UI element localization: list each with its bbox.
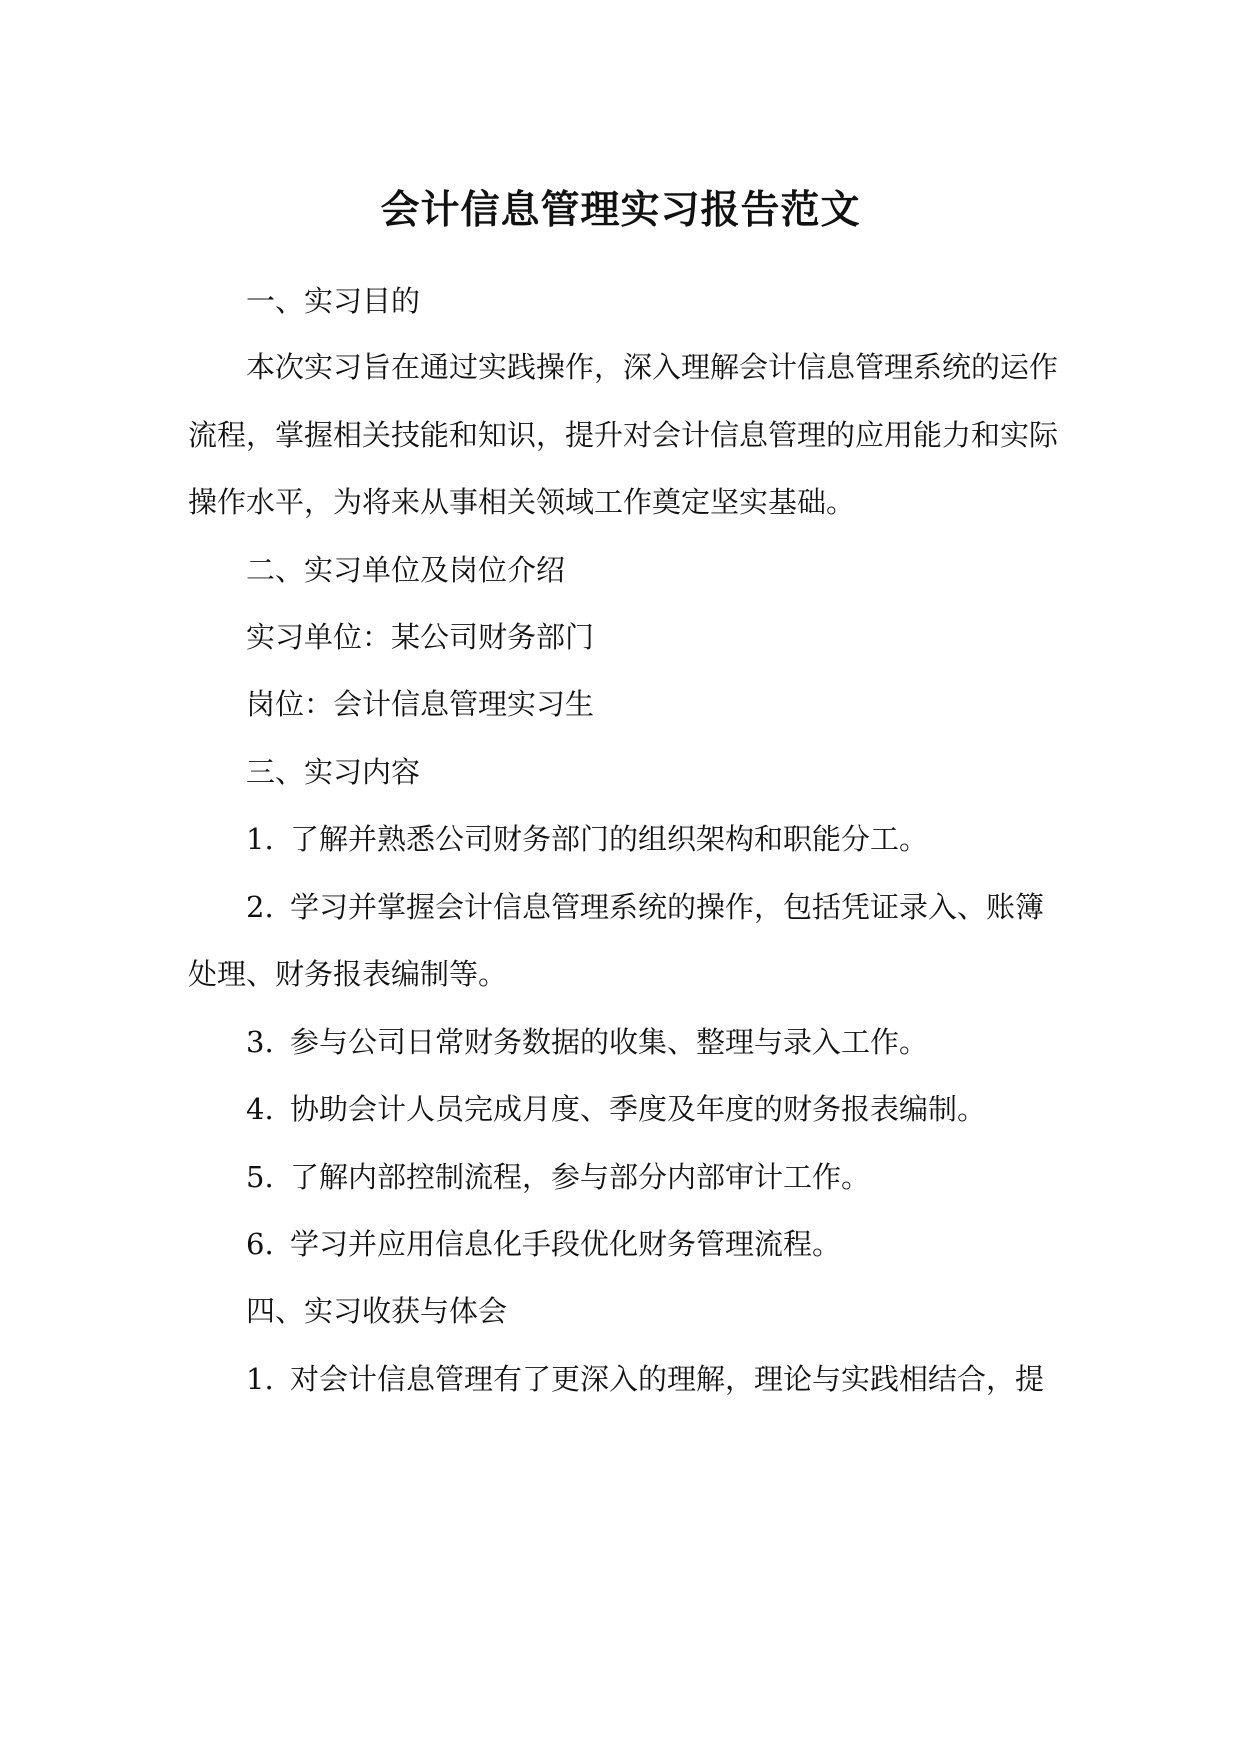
section-heading-gains: 四、实习收获与体会 — [246, 1294, 508, 1328]
list-item-text: 了解并熟悉公司财务部门的组织架构和职能分工。 — [290, 822, 929, 856]
purpose-paragraph-line-3: 操作水平，为将来从事相关领域工作奠定坚实基础。 — [188, 485, 856, 519]
section-heading-purpose: 一、实习目的 — [246, 284, 421, 318]
section-heading-unit: 二、实习单位及岗位介绍 — [246, 553, 566, 587]
document-title: 会计信息管理实习报告范文 — [380, 187, 861, 233]
list-item — [246, 887, 1044, 927]
list-item-number: 1. — [246, 1362, 274, 1396]
internship-unit: 实习单位：某公司财务部门 — [246, 620, 595, 654]
list-item-text: 学习并掌握会计信息管理系统的操作，包括凭证录入、账簿 — [290, 890, 1045, 924]
list-item-number: 3. — [246, 1025, 274, 1059]
list-item — [246, 1359, 1044, 1399]
list-item-continuation: 处理、财务报表编制等。 — [188, 957, 508, 991]
list-item — [246, 1157, 870, 1197]
list-item-number: 4. — [246, 1092, 274, 1126]
list-item-number: 5. — [246, 1160, 274, 1194]
list-item — [246, 1022, 928, 1062]
list-item-text: 对会计信息管理有了更深入的理解，理论与实践相结合，提 — [290, 1362, 1045, 1396]
list-item-text: 学习并应用信息化手段优化财务管理流程。 — [290, 1227, 842, 1261]
list-item-text: 参与公司日常财务数据的收集、整理与录入工作。 — [290, 1025, 929, 1059]
list-item — [246, 1224, 841, 1264]
purpose-paragraph-line-2: 流程，掌握相关技能和知识，提升对会计信息管理的应用能力和实际 — [188, 418, 1059, 452]
list-item — [246, 819, 928, 859]
list-item — [246, 1089, 986, 1129]
section-heading-content: 三、实习内容 — [246, 755, 421, 789]
list-item-number: 2. — [246, 890, 274, 924]
list-item-number: 6. — [246, 1227, 274, 1261]
purpose-paragraph-line-1: 本次实习旨在通过实践操作，深入理解会计信息管理系统的运作 — [246, 350, 1059, 384]
list-item-text: 协助会计人员完成月度、季度及年度的财务报表编制。 — [290, 1092, 987, 1126]
internship-position: 岗位：会计信息管理实习生 — [246, 687, 595, 721]
list-item-number: 1. — [246, 822, 274, 856]
list-item-text: 了解内部控制流程，参与部分内部审计工作。 — [290, 1160, 871, 1194]
